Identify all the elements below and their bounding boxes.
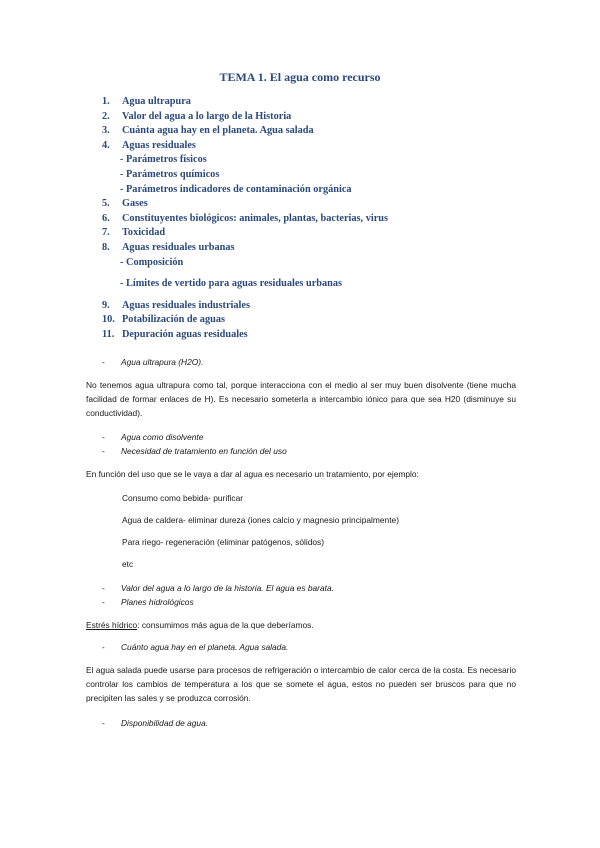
toc-item: 4. Aguas residuales: [102, 139, 196, 151]
bullet-item: - Valor del agua a lo largo de la historia. El agua es barata.: [102, 583, 334, 593]
toc-item: 1. Agua ultrapura: [102, 96, 191, 107]
paragraph: Estrés hídrico: consumimos más agua de la que deberíamos.: [86, 620, 314, 630]
bullet-item: - Agua como disolvente: [102, 432, 204, 442]
toc-item: 8. Aguas residuales urbanas: [102, 241, 235, 253]
bullet-item: - Planes hidrológicos: [102, 597, 194, 607]
toc-item: 5. Gases: [102, 198, 148, 210]
paragraph: En función del uso que se le vaya a dar al agua es necesario un tratamiento, por ejemplo:: [86, 469, 419, 479]
bullet-item: - Disponibilidad de agua.: [102, 718, 209, 728]
indented-line: Para riego- regeneración (eliminar patógenos, sólidos): [122, 537, 325, 547]
toc-item: 6. Constituyentes biológicos: animales, plantas, bacterias, virus: [102, 212, 389, 224]
table-of-contents: [102, 95, 522, 343]
paragraph: No tenemos agua ultrapura como tal, porque interacciona con el medio al ser muy buen disolvente (tiene mucha facilidad de formar enlaces de H). Es necesario someterla a intercambio iónico para que sea H20 (disminuye su conductividad).: [86, 380, 516, 418]
page-title: TEMA 1. El agua como recurso: [219, 70, 381, 84]
toc-item: 3. Cuánta agua hay en el planeta. Agua salada: [102, 125, 314, 137]
toc-subitem: - Composición: [120, 256, 184, 268]
bullet-item: - Agua ultrapura (H2O).: [102, 357, 204, 367]
toc-item: 11. Depuración aguas residuales: [102, 328, 248, 340]
indented-line: Consumo como bebida- purificar: [122, 493, 244, 503]
toc-subitem: - Parámetros físicos: [120, 154, 207, 166]
underlined-term: Estrés hídrico: [86, 620, 138, 630]
toc-subitem: - Parámetros químicos: [120, 168, 220, 180]
toc-item: 7. Toxicidad: [102, 227, 166, 239]
toc-item: 9. Aguas residuales industriales: [102, 299, 250, 311]
toc-subitem: - Parámetros indicadores de contaminación orgánica: [120, 183, 352, 195]
toc-item: 2. Valor del agua a lo largo de la Historia: [102, 110, 292, 122]
toc-subitem: - Límites de vertido para aguas residuales urbanas: [120, 278, 343, 290]
paragraph: El agua salada puede usarse para procesos de refrigeración o intercambio de calor cerca de la costa. Es necesario controlar los cambios de temperatura a los que se somete el agua, estos no pueden ser bruscos para que no precipiten las sales y se produzca corrosión.: [86, 665, 516, 703]
bullet-item: - Cuánto agua hay en el planeta. Agua salada.: [102, 642, 289, 652]
bullet-item: - Necesidad de tratamiento en función del uso: [102, 446, 287, 456]
toc-item: 10. Potabilización de aguas: [102, 314, 225, 326]
indented-line: Agua de caldera- eliminar dureza (iones calcio y magnesio principalmente): [122, 515, 399, 525]
indented-line: etc: [122, 559, 134, 569]
